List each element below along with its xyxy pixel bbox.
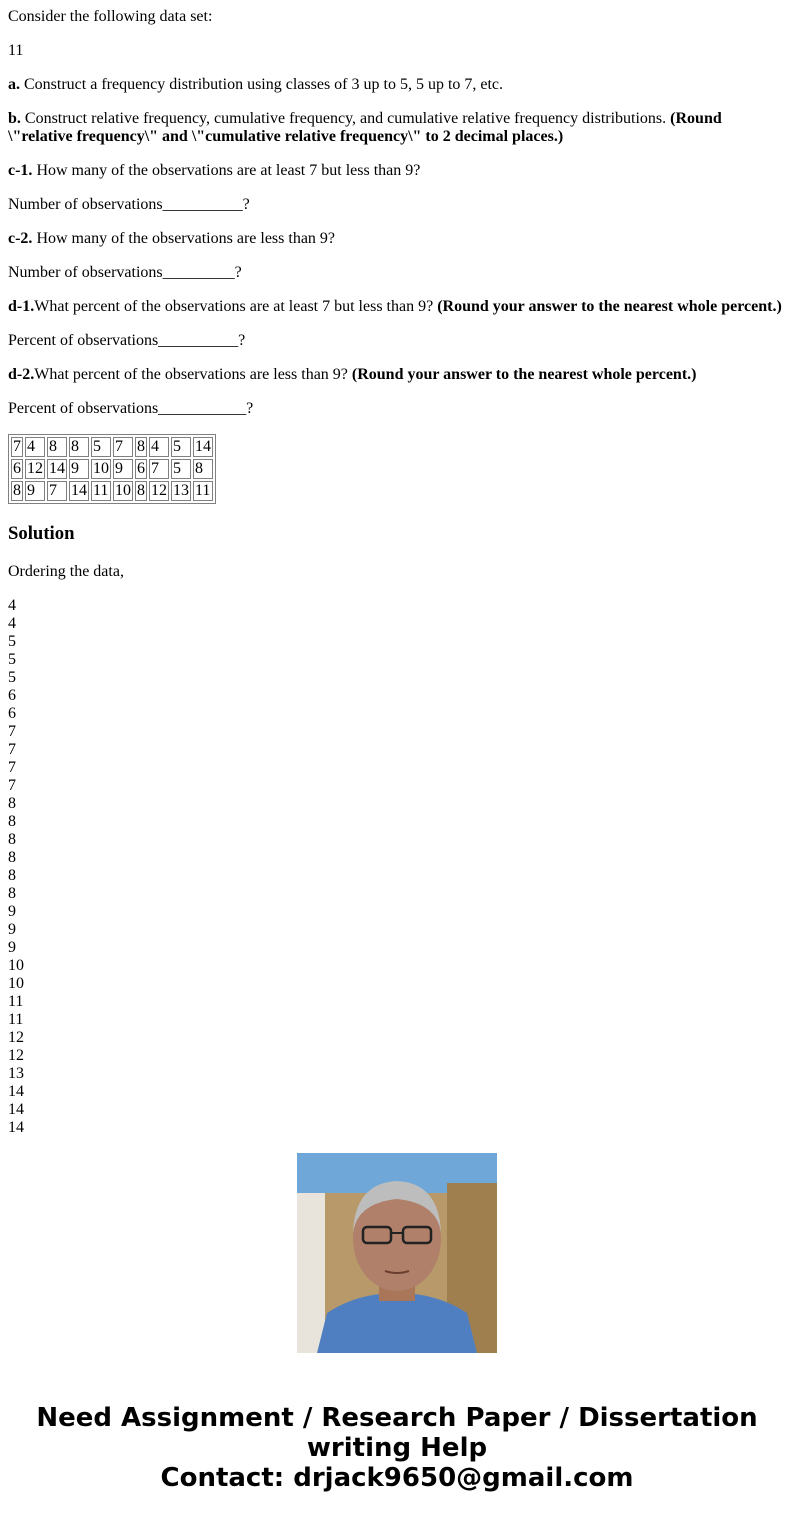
list-item: 12 bbox=[8, 1029, 24, 1046]
list-item: 8 bbox=[8, 885, 16, 902]
ordering-text: Ordering the data, bbox=[8, 563, 124, 580]
question-d1 bbox=[8, 298, 788, 316]
list-item: 14 bbox=[8, 1119, 24, 1136]
data-table bbox=[8, 434, 216, 504]
table-cell: 7 bbox=[13, 438, 21, 455]
list-item: 6 bbox=[8, 705, 16, 722]
table-cell: 9 bbox=[25, 481, 45, 501]
intro-text: Consider the following data set: bbox=[8, 8, 213, 25]
table-cell: 8 bbox=[137, 482, 145, 499]
table-cell: 14 bbox=[195, 438, 211, 455]
list-item: 8 bbox=[8, 813, 16, 830]
solution-title: Solution bbox=[8, 523, 75, 544]
list-item: 4 bbox=[8, 615, 16, 632]
list-item: 10 bbox=[8, 957, 24, 974]
table-cell: 7 bbox=[47, 481, 67, 501]
table-cell: 8 bbox=[137, 438, 145, 455]
table-cell: 12 bbox=[27, 460, 43, 477]
list-item: 6 bbox=[8, 687, 16, 704]
list-item: 12 bbox=[8, 1047, 24, 1064]
table-cell: 8 bbox=[69, 437, 89, 457]
table-cell: 13 bbox=[173, 482, 189, 499]
help-banner bbox=[0, 1403, 794, 1493]
question-d2-text: What percent of the observations are less than 9? bbox=[34, 366, 352, 383]
table-cell: 8 bbox=[47, 437, 67, 457]
question-c1 bbox=[8, 162, 788, 180]
list-item: 9 bbox=[8, 939, 16, 956]
table-cell: 6 bbox=[13, 460, 21, 477]
author-photo-image bbox=[297, 1153, 497, 1353]
list-item: 7 bbox=[8, 759, 16, 776]
question-c2 bbox=[8, 230, 788, 248]
answer-d2: Percent of observations___________? bbox=[8, 400, 254, 417]
list-item: 11 bbox=[8, 1011, 24, 1028]
answer-c1: Number of observations__________? bbox=[8, 196, 250, 213]
list-item: 9 bbox=[8, 903, 16, 920]
question-d2-label: d-2. bbox=[8, 366, 35, 383]
table-cell: 12 bbox=[151, 482, 167, 499]
question-d2-note: (Round your answer to the nearest whole percent.) bbox=[351, 366, 697, 383]
question-b-label: b. bbox=[8, 110, 21, 127]
answer-d1: Percent of observations__________? bbox=[8, 332, 246, 349]
question-d2 bbox=[8, 366, 788, 384]
list-item: 5 bbox=[8, 651, 16, 668]
question-d1-label: d-1. bbox=[8, 298, 35, 315]
table-cell: 9 bbox=[113, 459, 133, 479]
table-cell: 6 bbox=[137, 460, 145, 477]
list-item: 7 bbox=[8, 723, 16, 740]
table-cell: 7 bbox=[113, 437, 133, 457]
table-cell: 8 bbox=[193, 459, 213, 479]
list-item: 8 bbox=[8, 849, 16, 866]
table-cell: 7 bbox=[149, 459, 169, 479]
question-d1-text: What percent of the observations are at least 7 but less than 9? bbox=[34, 298, 438, 315]
table-cell: 4 bbox=[149, 437, 169, 457]
list-item: 11 bbox=[8, 993, 24, 1010]
table-row bbox=[11, 437, 213, 457]
table-cell: 5 bbox=[171, 437, 191, 457]
table-row bbox=[11, 459, 213, 479]
question-c2-text: How many of the observations are less than 9? bbox=[32, 230, 336, 247]
table-cell: 9 bbox=[69, 459, 89, 479]
sorted-values-list bbox=[8, 597, 208, 1136]
list-item: 7 bbox=[8, 741, 16, 758]
table-row bbox=[11, 481, 213, 501]
question-a-text: Construct a frequency distribution using classes of 3 up to 5, 5 up to 7, etc. bbox=[20, 76, 504, 93]
list-item: 7 bbox=[8, 777, 16, 794]
table-cell: 5 bbox=[171, 459, 191, 479]
table-cell: 5 bbox=[91, 437, 111, 457]
list-item: 8 bbox=[8, 867, 16, 884]
answer-c2: Number of observations_________? bbox=[8, 264, 242, 281]
photo-window bbox=[297, 1193, 325, 1353]
author-photo bbox=[297, 1153, 497, 1353]
list-item: 14 bbox=[8, 1083, 24, 1100]
list-item: 8 bbox=[8, 795, 16, 812]
question-b-note: (Round \"relative frequency\" and \"cumulative relative frequency\" to 2 decimal places.) bbox=[8, 110, 722, 145]
list-item: 5 bbox=[8, 669, 16, 686]
table-cell: 10 bbox=[115, 482, 131, 499]
table-cell: 14 bbox=[49, 460, 65, 477]
list-item: 8 bbox=[8, 831, 16, 848]
table-cell: 11 bbox=[91, 481, 111, 501]
question-c2-label: c-2. bbox=[8, 230, 33, 247]
question-d1-note: (Round your answer to the nearest whole percent.) bbox=[437, 298, 782, 315]
question-b bbox=[8, 110, 788, 146]
question-c1-text: How many of the observations are at least 7 but less than 9? bbox=[32, 162, 421, 179]
question-a-label: a. bbox=[8, 76, 20, 93]
question-b-text: Construct relative frequency, cumulative frequency, and cumulative relative frequency distributions. bbox=[20, 110, 671, 127]
table-cell: 11 bbox=[193, 481, 213, 501]
list-item: 4 bbox=[8, 597, 16, 614]
table-cell: 4 bbox=[25, 437, 45, 457]
sample-value: 11 bbox=[8, 42, 24, 59]
list-item: 9 bbox=[8, 921, 16, 938]
table-cell: 14 bbox=[71, 482, 87, 499]
list-item: 5 bbox=[8, 633, 16, 650]
question-c1-label: c-1. bbox=[8, 162, 33, 179]
list-item: 14 bbox=[8, 1101, 24, 1118]
question-a bbox=[8, 76, 788, 94]
banner-line-1: Need Assignment / Research Paper / Dissertation writing Help bbox=[36, 1403, 758, 1463]
banner-line-2: Contact: drjack9650@gmail.com bbox=[160, 1463, 634, 1493]
table-cell: 8 bbox=[13, 482, 21, 499]
list-item: 13 bbox=[8, 1065, 24, 1082]
table-cell: 10 bbox=[93, 460, 109, 477]
list-item: 10 bbox=[8, 975, 24, 992]
